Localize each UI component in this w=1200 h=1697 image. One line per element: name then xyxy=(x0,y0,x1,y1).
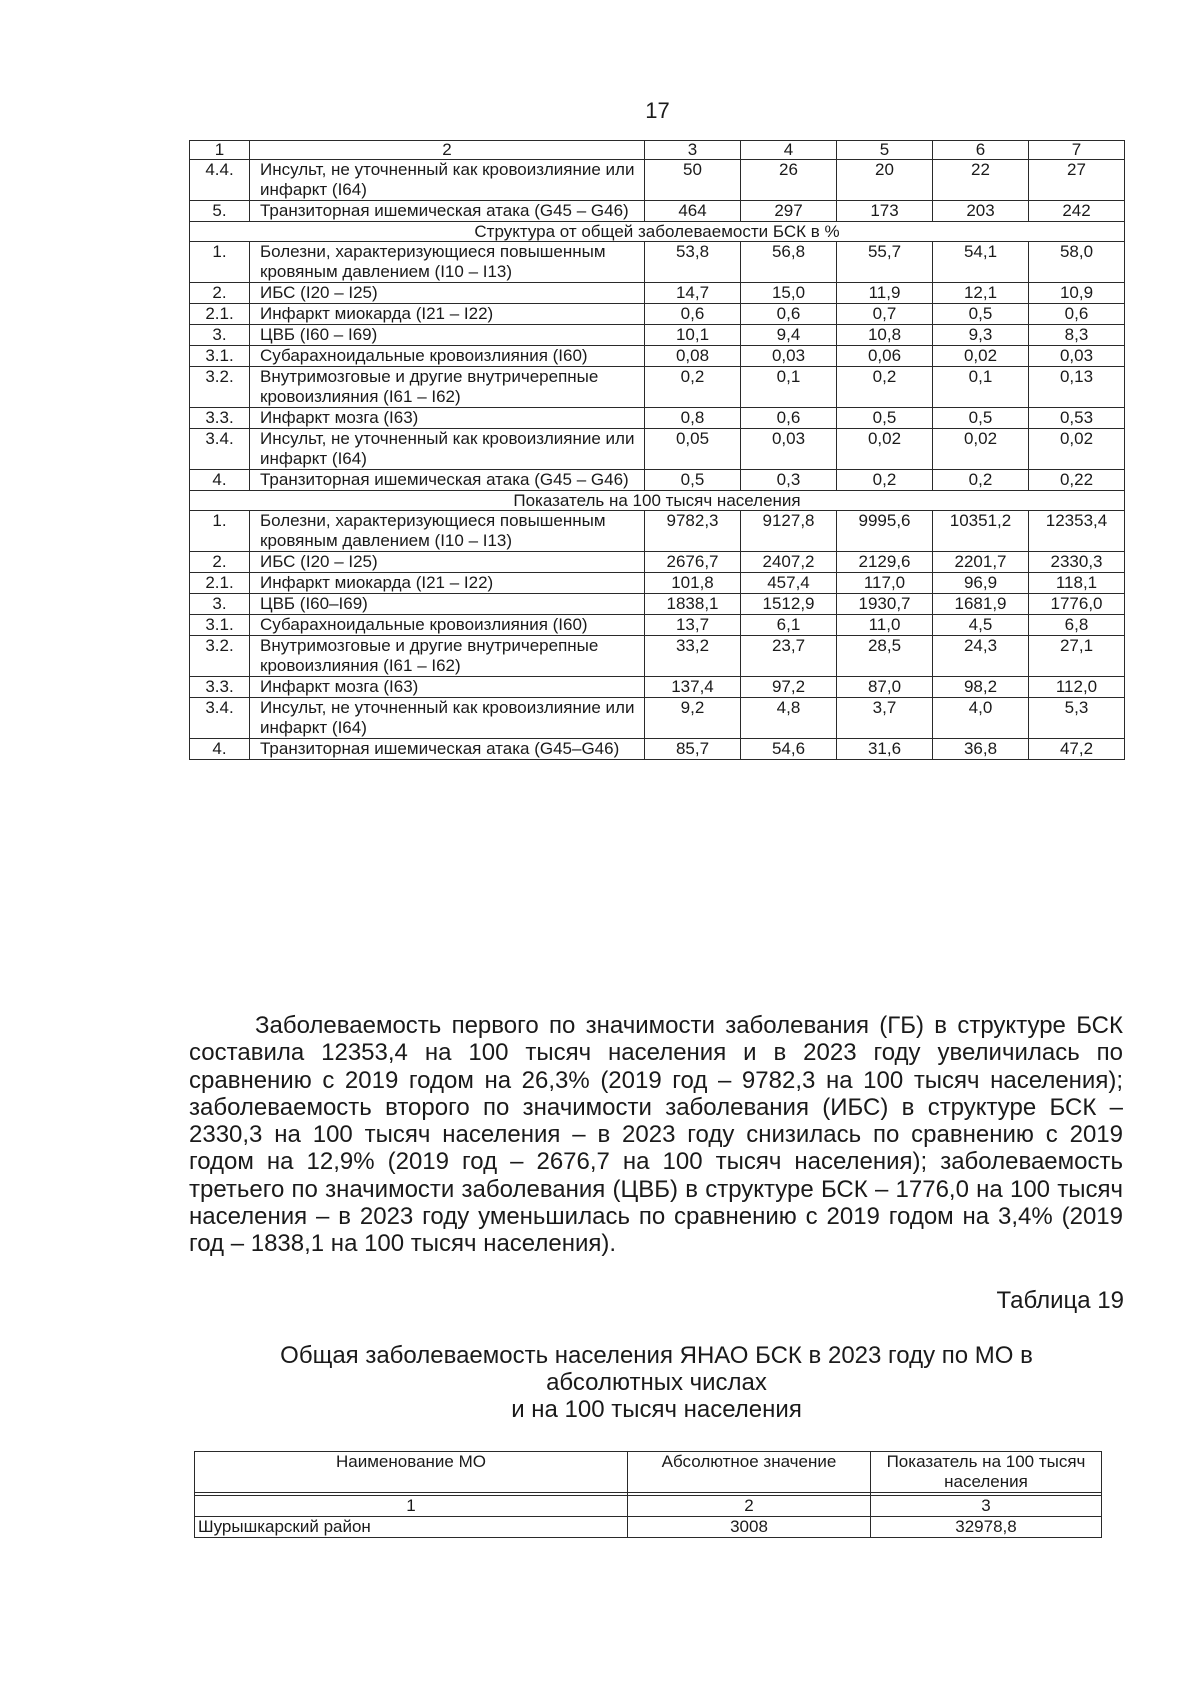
table-row xyxy=(190,242,1125,283)
row-name: ЦВБ (I60 – I69) xyxy=(250,325,645,346)
value-cell: 0,3 xyxy=(741,470,837,491)
value-cell: 118,1 xyxy=(1029,573,1125,594)
district-table-header-row xyxy=(195,1452,1102,1493)
value-cell: 87,0 xyxy=(837,677,933,698)
header-absolute: Абсолютное значение xyxy=(628,1452,871,1493)
value-cell: 1776,0 xyxy=(1029,594,1125,615)
column-number: 1 xyxy=(190,141,250,160)
value-cell: 96,9 xyxy=(933,573,1029,594)
row-name: Инфаркт миокарда (I21 – I22) xyxy=(250,573,645,594)
morbidity-table xyxy=(189,140,1125,760)
value-cell: 12,1 xyxy=(933,283,1029,304)
value-cell: 31,6 xyxy=(837,739,933,760)
analysis-paragraph: Заболеваемость первого по значимости заболевания (ГБ) в структуре БСК составила 12353,4 на 100 тысяч населения и в 2023 году увеличилась по сравнению с 2019 годом на 26,3% (2019 год – 9782,3 на 100 тысяч населения); заболеваемость второго по значимости заболевания (ИБС) в структуре БСК – 2330,3 на 100 тысяч населения – в 2023 году снизилась по сравнению с 2019 годом на 12,9% (2019 год – 2676,7 на 100 тысяч населения); заболеваемость третьего по значимости заболевания (ЦВБ) в структуре БСК – 1776,0 на 100 тысяч населения – в 2023 году уменьшилась по сравнению с 2019 годом на 3,4% (2019 год – 1838,1 на 100 тысяч населения). xyxy=(189,1012,1123,1258)
value-cell: 0,2 xyxy=(837,367,933,408)
value-cell: 0,06 xyxy=(837,346,933,367)
table-row xyxy=(190,594,1125,615)
value-cell: 20 xyxy=(837,160,933,201)
table-row xyxy=(190,346,1125,367)
value-cell: 85,7 xyxy=(645,739,741,760)
value-cell: 0,2 xyxy=(837,470,933,491)
column-number: 5 xyxy=(837,141,933,160)
value-cell: 0,02 xyxy=(933,346,1029,367)
value-cell: 1681,9 xyxy=(933,594,1029,615)
value-cell: 0,13 xyxy=(1029,367,1125,408)
value-cell: 4,8 xyxy=(741,698,837,739)
value-cell: 50 xyxy=(645,160,741,201)
page-number: 17 xyxy=(645,98,670,123)
value-cell: 0,6 xyxy=(741,408,837,429)
row-name: ЦВБ (I60–I69) xyxy=(250,594,645,615)
value-cell: 4,5 xyxy=(933,615,1029,636)
row-number: 2. xyxy=(190,552,250,573)
row-name: Болезни, характеризующиеся повышенным кровяным давлением (I10 – I13) xyxy=(250,242,645,283)
value-cell: 4,0 xyxy=(933,698,1029,739)
value-cell: 12353,4 xyxy=(1029,511,1125,552)
row-name: Внутримозговые и другие внутричерепные кровоизлияния (I61 – I62) xyxy=(250,636,645,677)
value-cell: 9995,6 xyxy=(837,511,933,552)
table-row xyxy=(190,739,1125,760)
table-title-line: и на 100 тысяч населения xyxy=(511,1396,802,1423)
morbidity-table-body xyxy=(190,141,1125,760)
value-cell: 457,4 xyxy=(741,573,837,594)
value-cell: 0,02 xyxy=(933,429,1029,470)
row-name: Субарахноидальные кровоизлияния (I60) xyxy=(250,346,645,367)
value-cell: 3,7 xyxy=(837,698,933,739)
value-cell: 1930,7 xyxy=(837,594,933,615)
section-row xyxy=(190,222,1125,242)
row-name: Инсульт, не уточненный как кровоизлияние или инфаркт (I64) xyxy=(250,429,645,470)
row-number: 3.1. xyxy=(190,346,250,367)
header-mo-name: Наименование МО xyxy=(195,1452,628,1493)
section-heading: Показатель на 100 тысяч населения xyxy=(190,491,1125,511)
table-title-line: абсолютных числах xyxy=(546,1369,767,1396)
column-number: 2 xyxy=(250,141,645,160)
table-row xyxy=(195,1517,1102,1538)
row-name: Транзиторная ишемическая атака (G45 – G46) xyxy=(250,201,645,222)
value-cell: 173 xyxy=(837,201,933,222)
row-number: 3.1. xyxy=(190,615,250,636)
value-cell: 9,3 xyxy=(933,325,1029,346)
value-cell: 8,3 xyxy=(1029,325,1125,346)
value-cell: 0,7 xyxy=(837,304,933,325)
value-cell: 11,9 xyxy=(837,283,933,304)
value-cell: 203 xyxy=(933,201,1029,222)
table-row xyxy=(190,573,1125,594)
value-cell: 26 xyxy=(741,160,837,201)
district-table-number-row xyxy=(195,1496,1102,1517)
table-row xyxy=(190,615,1125,636)
row-number: 3.4. xyxy=(190,698,250,739)
value-cell: 0,08 xyxy=(645,346,741,367)
value-cell: 23,7 xyxy=(741,636,837,677)
value-cell: 10,9 xyxy=(1029,283,1125,304)
row-number: 3.2. xyxy=(190,636,250,677)
value-cell: 98,2 xyxy=(933,677,1029,698)
table-row xyxy=(190,325,1125,346)
column-number: 3 xyxy=(871,1496,1102,1517)
value-cell: 58,0 xyxy=(1029,242,1125,283)
value-cell: 11,0 xyxy=(837,615,933,636)
value-cell: 36,8 xyxy=(933,739,1029,760)
row-number: 5. xyxy=(190,201,250,222)
rate-value: 32978,8 xyxy=(871,1517,1102,1538)
table-title xyxy=(189,1342,1124,1423)
value-cell: 28,5 xyxy=(837,636,933,677)
row-name: Болезни, характеризующиеся повышенным кровяным давлением (I10 – I13) xyxy=(250,511,645,552)
row-number: 2.1. xyxy=(190,304,250,325)
table-row xyxy=(190,201,1125,222)
value-cell: 54,1 xyxy=(933,242,1029,283)
column-number: 1 xyxy=(195,1496,628,1517)
value-cell: 97,2 xyxy=(741,677,837,698)
row-number: 3.2. xyxy=(190,367,250,408)
table-row xyxy=(190,552,1125,573)
value-cell: 2129,6 xyxy=(837,552,933,573)
table-label: Таблица 19 xyxy=(996,1287,1124,1314)
table-row xyxy=(190,283,1125,304)
district-table xyxy=(194,1451,1102,1538)
table-row xyxy=(190,677,1125,698)
row-number: 1. xyxy=(190,242,250,283)
value-cell: 10351,2 xyxy=(933,511,1029,552)
section-row xyxy=(190,491,1125,511)
value-cell: 9127,8 xyxy=(741,511,837,552)
value-cell: 9782,3 xyxy=(645,511,741,552)
value-cell: 0,6 xyxy=(741,304,837,325)
row-name: Инфаркт миокарда (I21 – I22) xyxy=(250,304,645,325)
value-cell: 0,5 xyxy=(933,408,1029,429)
row-number: 4. xyxy=(190,739,250,760)
row-number: 4.4. xyxy=(190,160,250,201)
value-cell: 117,0 xyxy=(837,573,933,594)
table-row xyxy=(190,429,1125,470)
value-cell: 0,03 xyxy=(741,429,837,470)
value-cell: 0,5 xyxy=(933,304,1029,325)
column-number: 6 xyxy=(933,141,1029,160)
row-number: 3. xyxy=(190,325,250,346)
value-cell: 0,6 xyxy=(1029,304,1125,325)
row-name: Субарахноидальные кровоизлияния (I60) xyxy=(250,615,645,636)
column-number-row xyxy=(190,141,1125,160)
row-name: ИБС (I20 – I25) xyxy=(250,283,645,304)
row-number: 1. xyxy=(190,511,250,552)
value-cell: 0,2 xyxy=(645,367,741,408)
value-cell: 0,03 xyxy=(741,346,837,367)
value-cell: 0,6 xyxy=(645,304,741,325)
row-number: 2. xyxy=(190,283,250,304)
value-cell: 27,1 xyxy=(1029,636,1125,677)
row-number: 3. xyxy=(190,594,250,615)
value-cell: 0,02 xyxy=(837,429,933,470)
value-cell: 0,53 xyxy=(1029,408,1125,429)
row-name: Транзиторная ишемическая атака (G45–G46) xyxy=(250,739,645,760)
row-number: 3.3. xyxy=(190,677,250,698)
value-cell: 112,0 xyxy=(1029,677,1125,698)
header-rate: Показатель на 100 тысяч населения xyxy=(871,1452,1102,1493)
row-name: ИБС (I20 – I25) xyxy=(250,552,645,573)
value-cell: 53,8 xyxy=(645,242,741,283)
row-number: 2.1. xyxy=(190,573,250,594)
column-number: 3 xyxy=(645,141,741,160)
row-name: Инсульт, не уточненный как кровоизлияние или инфаркт (I64) xyxy=(250,160,645,201)
table-title-line: Общая заболеваемость населения ЯНАО БСК в 2023 году по МО в xyxy=(280,1342,1033,1369)
row-name: Инсульт, не уточненный как кровоизлияние или инфаркт (I64) xyxy=(250,698,645,739)
column-number: 2 xyxy=(628,1496,871,1517)
table-row xyxy=(190,511,1125,552)
value-cell: 137,4 xyxy=(645,677,741,698)
value-cell: 54,6 xyxy=(741,739,837,760)
value-cell: 9,2 xyxy=(645,698,741,739)
row-number: 3.4. xyxy=(190,429,250,470)
value-cell: 2201,7 xyxy=(933,552,1029,573)
value-cell: 27 xyxy=(1029,160,1125,201)
column-number: 4 xyxy=(741,141,837,160)
value-cell: 9,4 xyxy=(741,325,837,346)
value-cell: 0,02 xyxy=(1029,429,1125,470)
value-cell: 0,5 xyxy=(645,470,741,491)
value-cell: 47,2 xyxy=(1029,739,1125,760)
value-cell: 0,1 xyxy=(741,367,837,408)
table-row xyxy=(190,698,1125,739)
table-row xyxy=(190,160,1125,201)
absolute-value: 3008 xyxy=(628,1517,871,1538)
value-cell: 6,8 xyxy=(1029,615,1125,636)
section-heading: Структура от общей заболеваемости БСК в % xyxy=(190,222,1125,242)
value-cell: 297 xyxy=(741,201,837,222)
value-cell: 10,1 xyxy=(645,325,741,346)
value-cell: 242 xyxy=(1029,201,1125,222)
value-cell: 0,8 xyxy=(645,408,741,429)
value-cell: 464 xyxy=(645,201,741,222)
column-number: 7 xyxy=(1029,141,1125,160)
table-row xyxy=(190,304,1125,325)
mo-name: Шурышкарский район xyxy=(195,1517,628,1538)
value-cell: 2407,2 xyxy=(741,552,837,573)
table-row xyxy=(190,470,1125,491)
value-cell: 1512,9 xyxy=(741,594,837,615)
value-cell: 2676,7 xyxy=(645,552,741,573)
value-cell: 24,3 xyxy=(933,636,1029,677)
value-cell: 56,8 xyxy=(741,242,837,283)
table-row xyxy=(190,408,1125,429)
row-number: 4. xyxy=(190,470,250,491)
value-cell: 2330,3 xyxy=(1029,552,1125,573)
value-cell: 0,22 xyxy=(1029,470,1125,491)
value-cell: 0,1 xyxy=(933,367,1029,408)
row-name: Транзиторная ишемическая атака (G45 – G46) xyxy=(250,470,645,491)
value-cell: 14,7 xyxy=(645,283,741,304)
value-cell: 0,2 xyxy=(933,470,1029,491)
row-name: Инфаркт мозга (I63) xyxy=(250,408,645,429)
value-cell: 6,1 xyxy=(741,615,837,636)
value-cell: 13,7 xyxy=(645,615,741,636)
value-cell: 10,8 xyxy=(837,325,933,346)
table-row xyxy=(190,636,1125,677)
row-number: 3.3. xyxy=(190,408,250,429)
value-cell: 33,2 xyxy=(645,636,741,677)
table-row xyxy=(190,367,1125,408)
value-cell: 5,3 xyxy=(1029,698,1125,739)
value-cell: 1838,1 xyxy=(645,594,741,615)
row-name: Внутримозговые и другие внутричерепные кровоизлияния (I61 – I62) xyxy=(250,367,645,408)
row-name: Инфаркт мозга (I63) xyxy=(250,677,645,698)
value-cell: 55,7 xyxy=(837,242,933,283)
value-cell: 22 xyxy=(933,160,1029,201)
value-cell: 101,8 xyxy=(645,573,741,594)
value-cell: 15,0 xyxy=(741,283,837,304)
value-cell: 0,03 xyxy=(1029,346,1125,367)
value-cell: 0,05 xyxy=(645,429,741,470)
value-cell: 0,5 xyxy=(837,408,933,429)
